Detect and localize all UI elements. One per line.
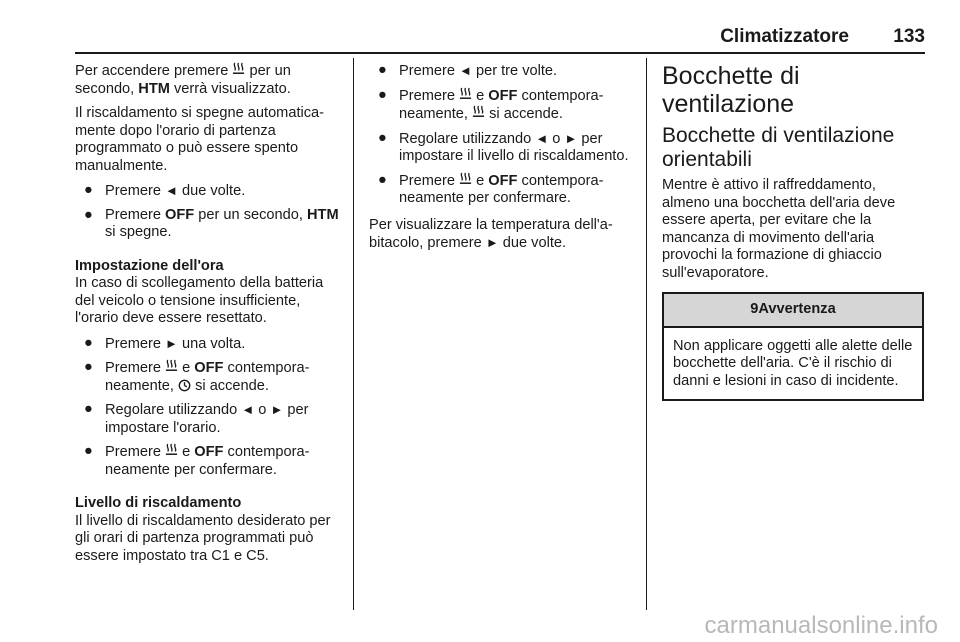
- heat-icon: [459, 172, 472, 187]
- text: o: [258, 402, 267, 418]
- right-arrow-icon: ►: [485, 235, 499, 250]
- instruction-list: [75, 182, 343, 242]
- watermark: carmanualsonline.info: [704, 612, 938, 639]
- heat-icon: [165, 443, 178, 458]
- text: per impostare l'orario.: [105, 402, 309, 436]
- bullet-icon: ●: [378, 171, 387, 188]
- htm-label: HTM: [307, 206, 339, 223]
- heat-icon: [472, 105, 485, 120]
- text: o: [552, 130, 561, 147]
- paragraph: In caso di scollegamento della batteria del veicolo o tensione insufficiente, l'orario deve essere resettato.: [75, 275, 324, 326]
- warning-box: [662, 292, 924, 401]
- text: Per visualizzare la temperatura dell'abitacolo, premere: [369, 216, 613, 251]
- left-arrow-icon: ◄: [241, 402, 255, 417]
- text: si spegne.: [105, 224, 172, 240]
- header-rule: [75, 52, 925, 54]
- text: per impostare il livello di riscaldamento.: [399, 130, 629, 164]
- warning-body: Non applicare oggetti alle alette delle bocchette dell'aria. C'è il rischio di danni e lesioni in caso di incidente.: [673, 337, 913, 389]
- section-heading: [75, 258, 343, 276]
- instruction-list: [369, 62, 637, 208]
- bullet-icon: ●: [84, 334, 93, 351]
- left-arrow-icon: ◄: [165, 183, 178, 198]
- text: due volte.: [502, 235, 567, 251]
- warning-triangle-icon: 9: [750, 301, 759, 317]
- page-number: 133: [893, 26, 925, 47]
- text: Regolare utilizzando: [105, 402, 238, 418]
- text: e: [476, 87, 485, 104]
- off-label: OFF: [488, 172, 518, 189]
- bullet-icon: ●: [378, 86, 387, 103]
- list-item: [75, 401, 343, 437]
- list-item: [75, 443, 343, 479]
- text: Premere: [105, 183, 161, 199]
- list-item: [369, 130, 637, 166]
- list-item: [75, 182, 343, 201]
- column-3: [662, 62, 924, 401]
- list-item: [369, 62, 637, 81]
- column-1: [75, 62, 343, 572]
- text: Impostazione dell'ora: [75, 257, 224, 274]
- text: e: [476, 172, 485, 189]
- text: una volta.: [181, 335, 246, 352]
- subsection-title: Bocchette di ventilazione orientabili: [662, 124, 895, 171]
- text: Premere: [105, 360, 161, 376]
- off-label: OFF: [165, 206, 195, 223]
- text: contemporaneamente per confermare.: [399, 172, 604, 206]
- heat-icon: [165, 359, 178, 374]
- text: contemporaneamente,: [399, 87, 604, 122]
- warning-title: Avvertenza: [758, 301, 836, 317]
- list-item: [75, 335, 343, 354]
- heat-icon: [232, 62, 245, 77]
- paragraph: [369, 217, 637, 253]
- text: contemporaneamente per confermare.: [105, 444, 310, 478]
- paragraph: [75, 62, 343, 98]
- section-title: Bocchette di ventilazione: [662, 62, 800, 118]
- text: per tre volte.: [475, 63, 558, 79]
- right-arrow-icon: ►: [564, 130, 578, 146]
- bullet-icon: ●: [84, 401, 93, 417]
- text: si accende.: [195, 377, 269, 394]
- text: due volte.: [181, 183, 246, 199]
- text: contemporaneamente,: [105, 360, 310, 394]
- instruction-list: [75, 335, 343, 480]
- bullet-icon: ●: [378, 129, 387, 146]
- text: per un secondo,: [75, 63, 291, 97]
- paragraph: Il riscaldamento si spegne automaticamente dopo l'orario di partenza programmato o può essere spento manualmente.: [75, 105, 325, 174]
- text: Premere: [399, 172, 455, 189]
- column-divider-2: [646, 58, 647, 610]
- list-item: [75, 359, 343, 395]
- text: Premere: [399, 87, 455, 104]
- list-item: [369, 87, 637, 124]
- bullet-icon: ●: [84, 206, 93, 223]
- paragraph: Mentre è attivo il raffreddamento, almeno una bocchetta dell'aria deve essere aperta, per evitare che la mancanza di movimento dell'aria provochi la formazione di ghiaccio sull'evaporatore.: [662, 177, 896, 281]
- clock-icon: [178, 379, 191, 392]
- text: Livello di riscaldamento: [75, 495, 242, 511]
- bullet-icon: ●: [84, 359, 93, 375]
- text: per un secondo,: [198, 206, 303, 223]
- section-heading: [75, 495, 343, 513]
- heat-icon: [459, 87, 472, 102]
- text: si accende.: [489, 106, 563, 122]
- text: Premere: [105, 444, 161, 460]
- paragraph: Il livello di riscaldamento desiderato per gli orari di partenza programmati può essere impostato tra C1 e C5.: [75, 512, 331, 564]
- left-arrow-icon: ◄: [535, 130, 549, 146]
- text: Premere: [105, 206, 161, 223]
- text: Regolare utilizzando: [399, 130, 532, 147]
- bullet-icon: ●: [84, 182, 93, 198]
- left-arrow-icon: ◄: [459, 63, 472, 78]
- list-item: [75, 207, 343, 242]
- text: Premere: [105, 335, 161, 352]
- warning-header: [664, 294, 922, 328]
- off-label: OFF: [194, 360, 224, 376]
- off-label: OFF: [194, 444, 224, 460]
- htm-label: HTM: [138, 80, 170, 97]
- bullet-icon: ●: [378, 62, 387, 78]
- list-item: [369, 172, 637, 208]
- text: e: [182, 444, 191, 460]
- text: Per accendere premere: [75, 63, 229, 79]
- column-divider-1: [353, 58, 354, 610]
- off-label: OFF: [488, 87, 518, 104]
- right-arrow-icon: ►: [270, 402, 284, 417]
- page-header: [75, 26, 925, 50]
- bullet-icon: ●: [84, 443, 93, 459]
- text: e: [182, 360, 191, 376]
- chapter-title: Climatizzatore: [720, 26, 849, 47]
- text: verrà visualizzato.: [173, 80, 291, 97]
- column-2: [369, 62, 637, 260]
- text: Premere: [399, 63, 455, 79]
- right-arrow-icon: ►: [165, 335, 178, 351]
